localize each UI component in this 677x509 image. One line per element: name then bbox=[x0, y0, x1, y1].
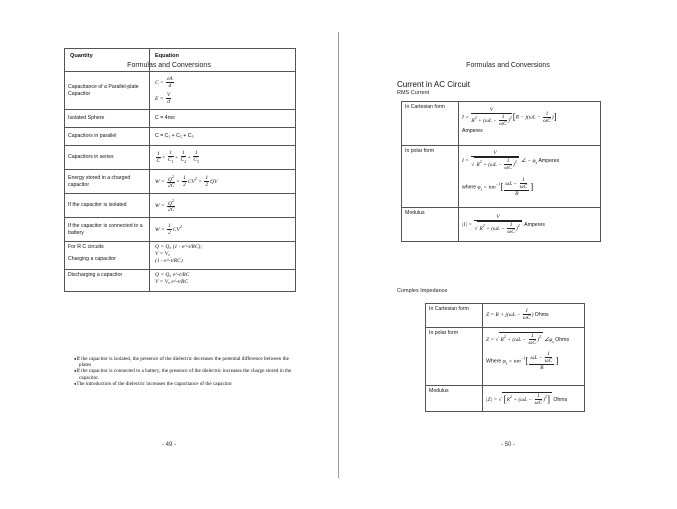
quantity-cell: Capacitance of a Parallel-plate Capacitor bbox=[65, 72, 150, 110]
complex-impedance-table bbox=[425, 303, 585, 412]
section-title: Current in AC Circuit bbox=[397, 80, 470, 89]
unit-label: Ohms bbox=[555, 336, 570, 343]
equation-cell bbox=[150, 72, 296, 110]
form-label: In polar form bbox=[426, 328, 483, 386]
equation-cell bbox=[483, 304, 585, 328]
formula-discharging-v: V = V₀ e^-t/RC bbox=[155, 279, 189, 285]
unit-label: Ohms bbox=[534, 311, 549, 318]
quantity-cell: Capacitors in parallel bbox=[65, 128, 150, 146]
dielectric-notes bbox=[72, 356, 294, 387]
table-row bbox=[65, 72, 296, 110]
equation-cell bbox=[459, 208, 601, 242]
impedance-polar-formula: Z = √ $R^2 + (\omega L$ − $\frac{1}{\omega C}$ )$^2$ $\angle\varphi_s$ Ohms bbox=[486, 333, 570, 347]
table-row bbox=[65, 218, 296, 242]
capacitor-formula-table bbox=[64, 48, 296, 292]
rms-current-table bbox=[401, 101, 601, 242]
table-row bbox=[426, 386, 585, 412]
right-page-header: Formulas and Conversions bbox=[466, 62, 550, 69]
equation-cell bbox=[459, 102, 601, 146]
equation-cell: C = 4πεr bbox=[150, 110, 296, 128]
table-row bbox=[402, 146, 601, 208]
left-page-number: - 49 - bbox=[161, 442, 176, 448]
list-item: ● If the capacitor is isolated, the presence of the dielectric decreases the potential difference between the plates bbox=[72, 356, 294, 368]
formula-charging-exp: (1 - e^-t/RC) bbox=[155, 258, 183, 264]
list-item: ● The introduction of the dielectric increases the capacitance of the capacitor bbox=[72, 381, 294, 387]
formula-discharging-q: Q = Q₀ e^-t/RC bbox=[155, 272, 190, 278]
equation-cell bbox=[150, 146, 296, 170]
table-row bbox=[402, 102, 601, 146]
rms-modulus-formula: |I| = V √ $R^2 + (\omega L$ − $\frac{1}{\omega C}$ )$^2$ Amperes bbox=[462, 214, 545, 235]
formula-battery: W = $\frac{1}{2}$ $CV^2$ bbox=[155, 223, 182, 237]
equation-cell: C = C₁ + C₂ + C₃ bbox=[150, 128, 296, 146]
unit-label: Amperes bbox=[462, 128, 483, 134]
list-item: ● If the capacitor is connected to a battery, the presence of the dielectric increases the charge stored in the capacitor. bbox=[72, 368, 294, 380]
table-row bbox=[426, 304, 585, 328]
rc-circuit-label: For R C circuits bbox=[68, 244, 104, 250]
right-page-number: - 50 - bbox=[500, 442, 515, 448]
table-header-row bbox=[65, 49, 296, 72]
left-page-header: Formulas and Conversions bbox=[127, 62, 211, 69]
impedance-cartesian-formula: Z = R + j(ωL − $\frac{1}{\omega C}$ ) Ohms bbox=[486, 308, 549, 321]
table-row bbox=[65, 128, 296, 146]
unit-label: Amperes bbox=[524, 221, 545, 228]
quantity-cell: Capacitors in series bbox=[65, 146, 150, 170]
table-row bbox=[65, 110, 296, 128]
table-row bbox=[426, 328, 585, 386]
unit-label: Amperes bbox=[538, 157, 560, 164]
table-row bbox=[65, 194, 296, 218]
rms-subtitle: RMS Current bbox=[397, 90, 430, 96]
table-row bbox=[402, 208, 601, 242]
form-label: In Cartesian form bbox=[426, 304, 483, 328]
formula-capacitance: C = $\frac{\varepsilon A}{d}$ bbox=[155, 76, 173, 89]
equation-cell bbox=[150, 218, 296, 242]
formula-charging-q: Q = Q₀ (1 - e^-t/RC); bbox=[155, 244, 203, 250]
quantity-header: Quantity bbox=[65, 49, 150, 72]
equation-cell bbox=[150, 194, 296, 218]
rms-cartesian-formula: I = V $R^2 + (\omega L$ − $\frac{1}{\omega C}$ )$^2$ [R − j(ωL − $\frac{1}{\omega C}$ )] bbox=[462, 107, 557, 127]
phase-formula: Where $\varphi_s = \tan^{-1}$[ ωL − $\frac{1}{\omega C}$ R ] bbox=[486, 351, 559, 372]
form-label: In Cartesian form bbox=[402, 102, 459, 146]
equation-cell bbox=[483, 328, 585, 386]
form-label: In polar form bbox=[402, 146, 459, 208]
unit-label: Ohms bbox=[553, 396, 568, 403]
table-row bbox=[65, 270, 296, 292]
formula-charging-v: V = V₀ bbox=[155, 251, 170, 257]
quantity-cell: If the capacitor is isolated bbox=[65, 194, 150, 218]
table-row bbox=[65, 146, 296, 170]
equation-header: Equation bbox=[150, 49, 296, 72]
formula-energy: W = $\frac{Q^2}{2C}$ = $\frac{1}{2}$ $CV^2$ = $\frac{1}{2}$ QV bbox=[155, 173, 218, 190]
equation-cell bbox=[150, 270, 296, 292]
equation-cell bbox=[150, 170, 296, 194]
form-label: Modulus bbox=[426, 386, 483, 412]
rms-polar-formula: I = V √ $R^2 + (\omega L$ − $\frac{1}{\omega C}$ )$^2$ ∠ − $\varphi_s$ Amperes bbox=[462, 150, 560, 171]
impedance-modulus-formula: |Z| = √ [$R^2 + (\omega L$ − $\frac{1}{\omega C}$ )$^2$] Ohms bbox=[486, 393, 568, 407]
formula-series: $\frac{1}{C}$ = $\frac{1}{C_1}$ + $\frac{1}{C_2}$ + $\frac{1}{C_3}$ bbox=[156, 149, 200, 165]
right-page bbox=[339, 32, 677, 478]
quantity-cell: Discharging a capacitor bbox=[65, 270, 150, 292]
impedance-subtitle: Complex Impedance bbox=[397, 288, 448, 294]
table-row bbox=[65, 170, 296, 194]
equation-cell bbox=[459, 146, 601, 208]
formula-isolated: W = $\frac{Q^2}{2C}$ bbox=[155, 197, 175, 214]
quantity-cell bbox=[65, 242, 150, 270]
quantity-cell: Energy stored in a charged capacitor bbox=[65, 170, 150, 194]
quantity-cell: Isolated Sphere bbox=[65, 110, 150, 128]
quantity-cell: If the capacitor is connected to a battery bbox=[65, 218, 150, 242]
equation-cell bbox=[150, 242, 296, 270]
equation-cell bbox=[483, 386, 585, 412]
phase-formula: where $\varphi_s = \tan^{-1}$[ ωL − $\frac{1}{\omega C}$ R ] bbox=[462, 177, 534, 197]
form-label: Modulus bbox=[402, 208, 459, 242]
formula-field: E = $\frac{V}{d}$ bbox=[155, 92, 171, 105]
charging-label: Charging a capacitor bbox=[68, 256, 116, 262]
table-row bbox=[65, 242, 296, 270]
